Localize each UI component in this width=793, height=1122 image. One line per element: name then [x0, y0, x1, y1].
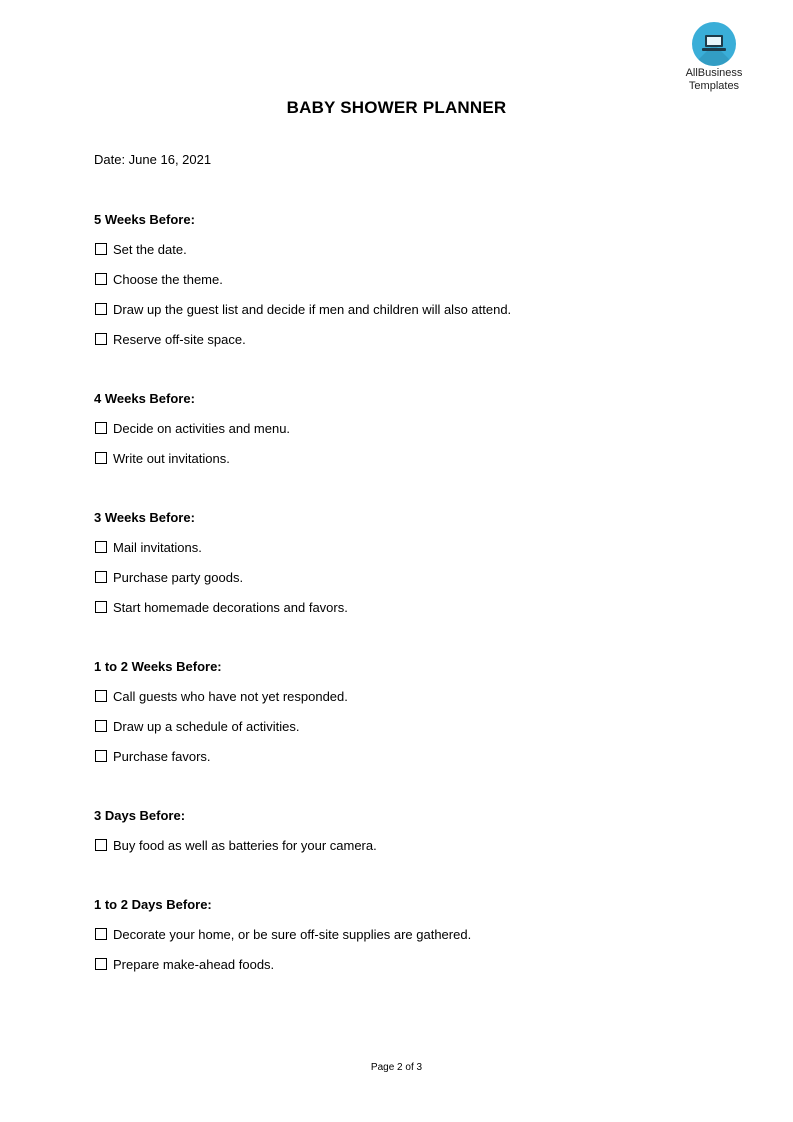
checklist-item-label: Purchase party goods.	[113, 570, 244, 585]
checklist-item	[94, 688, 714, 718]
laptop-icon	[692, 22, 736, 66]
logo-text-line2: Templates	[688, 80, 740, 92]
checkbox-icon[interactable]	[95, 541, 107, 553]
checklist-item	[94, 450, 714, 480]
checkbox-icon[interactable]	[95, 839, 107, 851]
checkbox-icon[interactable]	[95, 422, 107, 434]
checkbox-icon[interactable]	[95, 333, 107, 345]
checklist-section	[94, 509, 714, 629]
checklist-item	[94, 271, 714, 301]
checklist-item-label: Start homemade decorations and favors.	[113, 600, 348, 615]
checklist-item-label: Decide on activities and menu.	[113, 421, 291, 436]
checklist-item	[94, 569, 714, 599]
logo-text-line1: AllBusiness	[685, 67, 743, 79]
page-title: BABY SHOWER PLANNER	[286, 98, 507, 117]
section-heading: 3 Weeks Before:	[94, 510, 195, 525]
checklist-item-label: Reserve off-site space.	[113, 332, 246, 347]
checklist-item	[94, 926, 714, 956]
checkbox-icon[interactable]	[95, 303, 107, 315]
checklist-item-label: Draw up the guest list and decide if men and children will also attend.	[113, 302, 512, 317]
checkbox-icon[interactable]	[95, 452, 107, 464]
section-heading: 1 to 2 Days Before:	[94, 897, 212, 912]
checklist-item-label: Buy food as well as batteries for your camera.	[113, 838, 377, 853]
checkbox-icon[interactable]	[95, 928, 107, 940]
checklist-item-label: Prepare make-ahead foods.	[113, 957, 275, 972]
checklist-item-label: Choose the theme.	[113, 272, 223, 287]
checklist-item	[94, 748, 714, 778]
checklist-item-label: Set the date.	[113, 242, 187, 257]
checklist	[94, 211, 714, 1015]
checklist-section	[94, 211, 714, 361]
section-heading: 4 Weeks Before:	[94, 391, 195, 406]
checklist-item	[94, 718, 714, 748]
section-heading: 3 Days Before:	[94, 808, 186, 823]
checkbox-icon[interactable]	[95, 571, 107, 583]
allbusiness-templates-logo	[676, 22, 752, 92]
checklist-section	[94, 896, 714, 986]
page-number: Page 2 of 3	[370, 1062, 423, 1073]
checklist-item-label: Draw up a schedule of activities.	[113, 719, 300, 734]
section-heading: 1 to 2 Weeks Before:	[94, 659, 222, 674]
checklist-item-label: Write out invitations.	[113, 451, 230, 466]
checkbox-icon[interactable]	[95, 273, 107, 285]
checklist-section	[94, 807, 714, 867]
checkbox-icon[interactable]	[95, 958, 107, 970]
checklist-item	[94, 956, 714, 986]
date-line: Date: June 16, 2021	[94, 152, 212, 167]
checklist-item-label: Mail invitations.	[113, 540, 202, 555]
section-heading: 5 Weeks Before:	[94, 212, 195, 227]
checklist-item	[94, 301, 714, 331]
checklist-item	[94, 331, 714, 361]
checklist-item	[94, 539, 714, 569]
checklist-section	[94, 390, 714, 480]
checkbox-icon[interactable]	[95, 720, 107, 732]
checkbox-icon[interactable]	[95, 601, 107, 613]
checklist-item	[94, 241, 714, 271]
checklist-item	[94, 420, 714, 450]
checkbox-icon[interactable]	[95, 750, 107, 762]
checklist-item-label: Decorate your home, or be sure off-site supplies are gathered.	[113, 927, 472, 942]
checkbox-icon[interactable]	[95, 690, 107, 702]
checklist-item-label: Call guests who have not yet responded.	[113, 689, 348, 704]
checklist-item	[94, 837, 714, 867]
checklist-item	[94, 599, 714, 629]
checklist-item-label: Purchase favors.	[113, 749, 211, 764]
checklist-section	[94, 658, 714, 778]
checkbox-icon[interactable]	[95, 243, 107, 255]
